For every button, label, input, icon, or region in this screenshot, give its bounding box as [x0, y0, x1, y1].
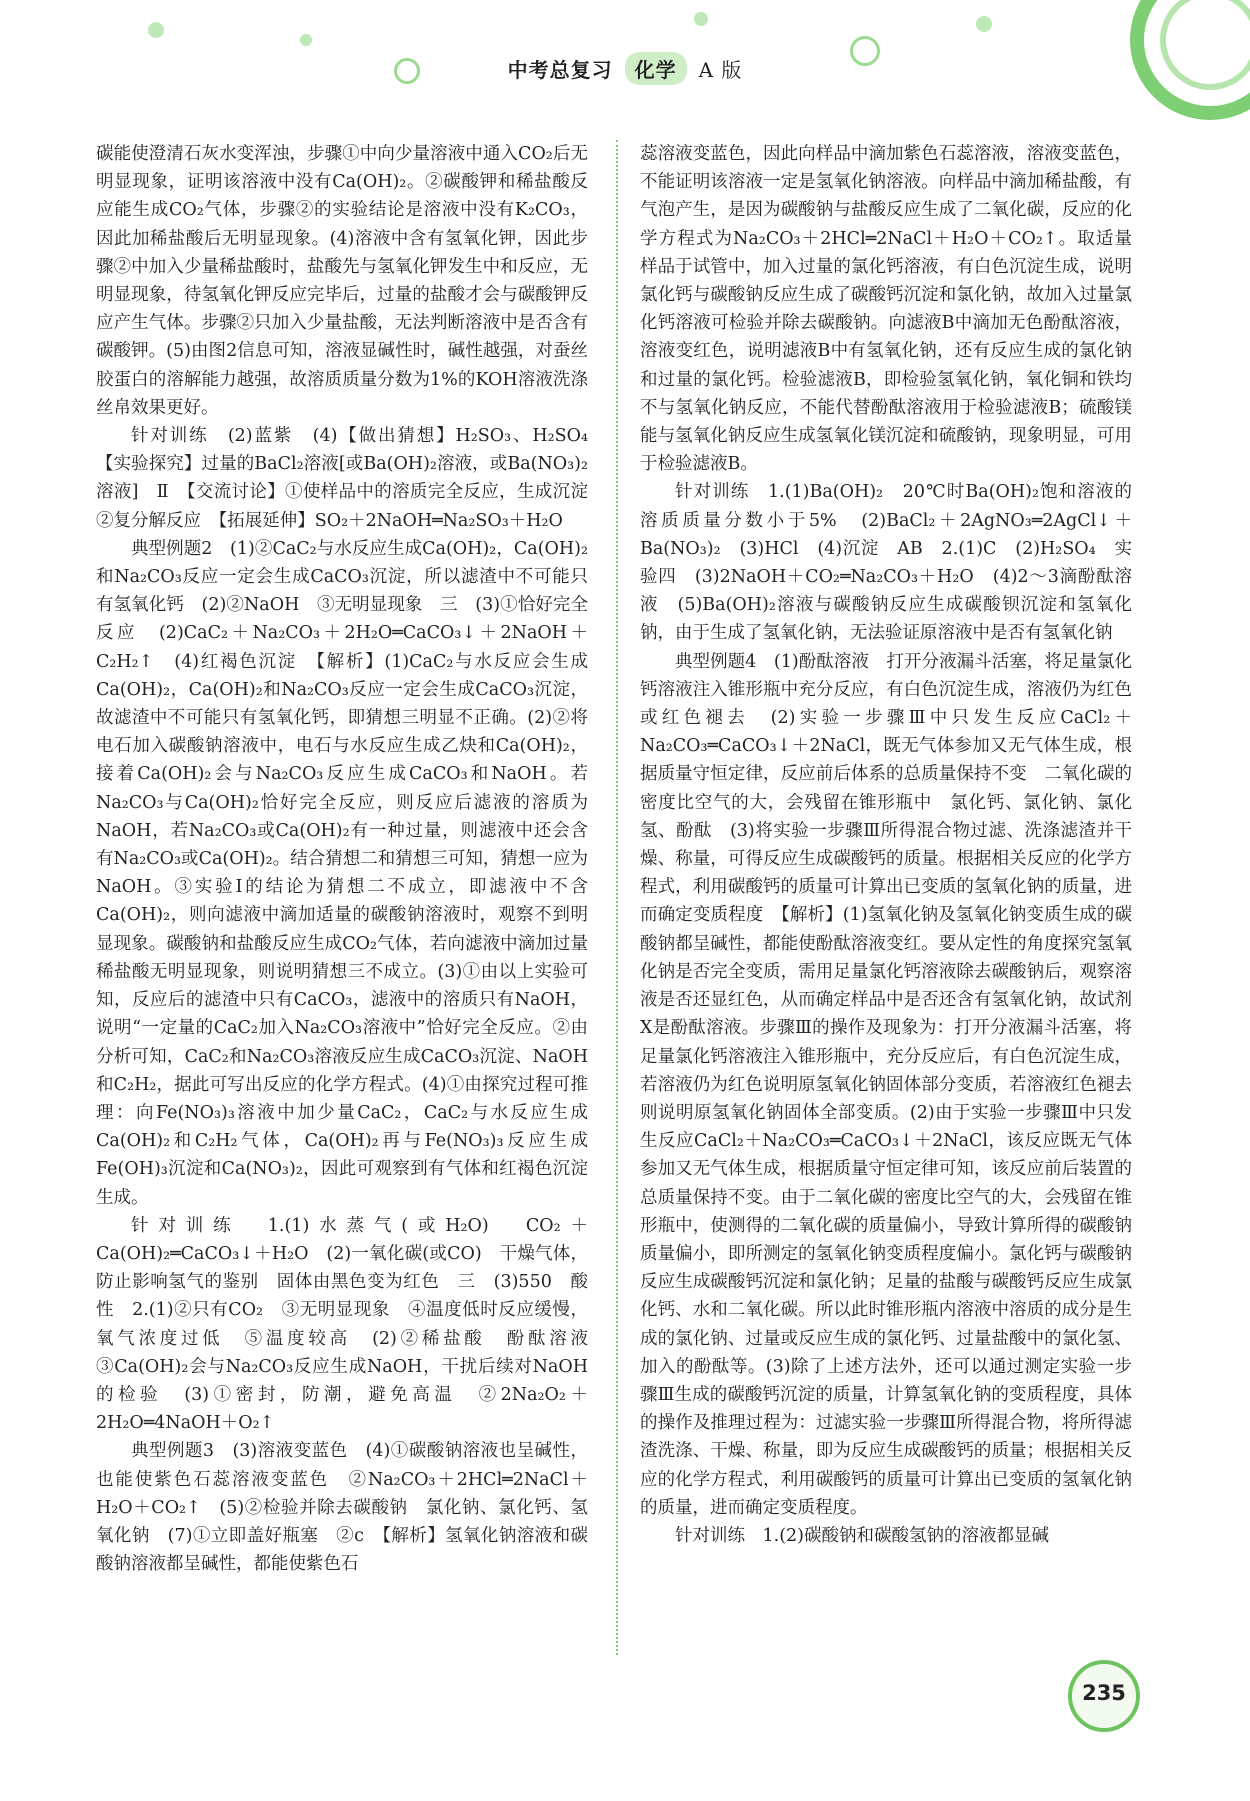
column-divider — [616, 140, 618, 1655]
decor-dot — [148, 22, 164, 38]
decor-dot — [694, 12, 708, 26]
page-number: 235 — [1068, 1660, 1140, 1732]
decor-dot — [976, 16, 992, 32]
page-header — [0, 0, 1250, 120]
header-title — [0, 52, 1250, 85]
subject-badge: 化学 — [625, 52, 687, 85]
left-column — [96, 140, 606, 1578]
paragraph: 典型例题2 (1)②CaC₂与水反应生成Ca(OH)₂，Ca(OH)₂和Na₂CO₃反应一定会生成CaCO₃沉淀，所以滤渣中不可能只有氢氧化钙 (2)②NaOH ③无明显现象 三 (3)①恰好完全反应 (2)CaC₂＋Na₂CO₃＋2H₂O═CaCO₃↓＋2NaOH＋C₂H₂↑ (4)红褐色沉淀 【解析】(1)CaC₂与水反应会生成Ca(OH)₂，Ca(OH)₂和Na₂CO₃反应一定会生成CaCO₃沉淀，故滤渣中不可能只有氢氧化钙，即猜想三明显不正确。(2)②将电石加入碳酸钠溶液中，电石与水反应生成乙炔和Ca(OH)₂，接着Ca(OH)₂会与Na₂CO₃反应生成CaCO₃和NaOH。若Na₂CO₃与Ca(OH)₂恰好完全反应，则反应后滤液的溶质为NaOH，若Na₂CO₃或Ca(OH)₂有一种过量，则滤液中还会含有Na₂CO₃或Ca(OH)₂。结合猜想二和猜想三可知，猜想一应为NaOH。③实验Ⅰ的结论为猜想二不成立，即滤液中不含Ca(OH)₂，则向滤液中滴加适量的碳酸钠溶液时，观察不到明显现象。碳酸钠和盐酸反应生成CO₂气体，若向滤液中滴加过量稀盐酸无明显现象，则说明猜想三不成立。(3)①由以上实验可知，反应后的滤渣中只有CaCO₃，滤液中的溶质只有NaOH，说明“一定量的CaC₂加入Na₂CO₃溶液中”恰好完全反应。②由分析可知，CaC₂和Na₂CO₃溶液反应生成CaCO₃沉淀、NaOH和C₂H₂，据此可写出反应的化学方程式。(4)①由探究过程可推理：向Fe(NO₃)₃溶液中加少量CaC₂，CaC₂与水反应生成Ca(OH)₂和C₂H₂气体，Ca(OH)₂再与Fe(NO₃)₃反应生成Fe(OH)₃沉淀和Ca(NO₃)₂，因此可观察到有气体和红褐色沉淀生成。 — [96, 538, 588, 1208]
paragraph: 针对训练 1.(1)水蒸气(或H₂O) CO₂＋Ca(OH)₂═CaCO₃↓＋H₂O (2)一氧化碳(或CO) 干燥气体，防止影响氢气的鉴别 固体由黑色变为红色 三 (3)550 酸性 2.(1)②只有CO₂ ③无明显现象 ④温度低时反应缓慢，氧气浓度过低 ⑤温度较高 (2)②稀盐酸 酚酞溶液 ③Ca(OH)₂会与Na₂CO₃反应生成NaOH，干扰后续对NaOH的检验 (3)①密封，防潮，避免高温 ②2Na₂O₂＋2H₂O═4NaOH＋O₂↑ — [96, 1215, 606, 1434]
paragraph: 针对训练 1.(2)碳酸钠和碳酸氢钠的溶液都显碱 — [675, 1525, 1049, 1546]
paragraph: 针对训练 1.(1)Ba(OH)₂ 20℃时Ba(OH)₂饱和溶液的溶质质量分数小于5% (2)BaCl₂＋2AgNO₃═2AgCl↓＋Ba(NO₃)₂ (3)HCl (4)沉淀 AB 2.(1)C (2)H₂SO₄ 实验四 (3)2NaOH＋CO₂═Na₂CO₃＋H₂O (4)2～3滴酚酞溶液 (5)Ba(OH)₂溶液与碳酸钠反应生成碳酸钡沉淀和氢氧化钠，由于生成了氢氧化钠，无法验证原溶液中是否有氢氧化钠 — [640, 482, 1132, 644]
paragraph: 碳能使澄清石灰水变浑浊，步骤①中向少量溶液中通入CO₂后无明显现象，证明该溶液中没有Ca(OH)₂。②碳酸钾和稀盐酸反应能生成CO₂气体，步骤②的实验结论是溶液中没有K₂CO₃，因此加稀盐酸后无明显现象。(4)溶液中含有氢氧化钾，因此步骤②中加入少量稀盐酸时，盐酸先与氢氧化钾发生中和反应，无明显现象，待氢氧化钾反应完毕后，过量的盐酸才会与碳酸钾反应产生气体。步骤②只加入少量盐酸，无法判断溶液中是否含有碳酸钾。(5)由图2信息可知，溶液显碱性时，碱性越强，对蚕丝胶蛋白的溶解能力越强，故溶质质量分数为1%的KOH溶液洗涤丝帛效果更好。 — [96, 144, 588, 418]
decor-dot — [300, 34, 312, 46]
paragraph: 蕊溶液变蓝色，因此向样品中滴加紫色石蕊溶液，溶液变蓝色，不能证明该溶液一定是氢氧化钠溶液。向样品中滴加稀盐酸，有气泡产生，是因为碳酸钠与盐酸反应生成了二氧化碳，反应的化学方程式为Na₂CO₃＋2HCl═2NaCl＋H₂O＋CO₂↑。取适量样品于试管中，加入过量的氯化钙溶液，有白色沉淀生成，说明氯化钙与碳酸钠反应生成了碳酸钙沉淀和氯化钠，故加入过量氯化钙溶液可检验并除去碳酸钠。向滤液B中滴加无色酚酞溶液，溶液变红色，说明滤液B中有氢氧化钠，还有反应生成的氯化钠和过量的氯化钙。检验滤液B，即检验氢氧化钠，氧化铜和铁均不与氢氧化钠反应，不能代替酚酞溶液用于检验滤液B；硫酸镁能与氢氧化钠反应生成氢氧化镁沉淀和硫酸钠，现象明显，可用于检验滤液B。 — [640, 144, 1132, 475]
right-column — [640, 140, 1132, 1550]
book-title: 中考总复习 — [507, 58, 613, 82]
version-label: A 版 — [698, 58, 743, 82]
paragraph: 典型例题3 (3)溶液变蓝色 (4)①碳酸钠溶液也呈碱性，也能使紫色石蕊溶液变蓝色 ②Na₂CO₃＋2HCl═2NaCl＋H₂O＋CO₂↑ (5)②检验并除去碳酸钠 氯化钠、氯化钙、氢氧化钠 (7)①立即盖好瓶塞 ②c 【解析】氢氧化钠溶液和碳酸钠溶液都呈碱性，都能使紫色石 — [96, 1441, 588, 1575]
paragraph: 针对训练 (2)蓝紫 (4)【做出猜想】H₂SO₃、H₂SO₄ 【实验探究】过量的BaCl₂溶液[或Ba(OH)₂溶液，或Ba(NO₃)₂溶液] Ⅱ 【交流讨论】①使样品中的溶质完全反应，生成沉淀 ②复分解反应 【拓展延伸】SO₂＋2NaOH═Na₂SO₃＋H₂O — [96, 426, 606, 531]
paragraph: 典型例题4 (1)酚酞溶液 打开分液漏斗活塞，将足量氯化钙溶液注入锥形瓶中充分反应，有白色沉淀生成，溶液仍为红色或红色褪去 (2)实验一步骤Ⅲ中只发生反应CaCl₂＋Na₂CO₃═CaCO₃↓＋2NaCl，既无气体参加又无气体生成，根据质量守恒定律，反应前后体系的总质量保持不变 二氧化碳的密度比空气的大，会残留在锥形瓶中 氯化钙、氯化钠、氯化氢、酚酞 (3)将实验一步骤Ⅲ所得混合物过滤、洗涤滤渣并干燥、称量，可得反应生成碳酸钙的质量。根据相关反应的化学方程式，利用碳酸钙的质量可计算出已变质的氢氧化钠的质量，进而确定变质程度 【解析】(1)氢氧化钠及氢氧化钠变质生成的碳酸钠都呈碱性，都能使酚酞溶液变红。要从定性的角度探究氢氧化钠是否完全变质，需用足量氯化钙溶液除去碳酸钠后，观察溶液是否还显红色，从而确定样品中是否还含有氢氧化钠，故试剂X是酚酞溶液。步骤Ⅲ的操作及现象为：打开分液漏斗活塞，将足量氯化钙溶液注入锥形瓶中，充分反应后，有白色沉淀生成，若溶液仍为红色说明原氢氧化钠固体部分变质，若溶液红色褪去则说明原氢氧化钠固体全部变质。(2)由于实验一步骤Ⅲ中只发生反应CaCl₂＋Na₂CO₃═CaCO₃↓＋2NaCl，该反应既无气体参加又无气体生成，根据质量守恒定律可知，该反应前后装置的总质量保持不变。由于二氧化碳的密度比空气的大，会残留在锥形瓶中，使测得的二氧化碳的质量偏小，导致计算所得的碳酸钠质量偏小，即所测定的氢氧化钠变质程度偏小。氯化钙与碳酸钠反应生成碳酸钙沉淀和氯化钠；足量的盐酸与碳酸钙反应生成氯化钙、水和二氧化碳。所以此时锥形瓶内溶液中溶质的成分是生成的氯化钠、过量或反应生成的氯化钙、过量盐酸中的氯化氢、加入的酚酞等。(3)除了上述方法外，还可以通过测定实验一步骤Ⅲ生成的碳酸钙沉淀的质量，计算氢氧化钠的变质程度，具体的操作及推理过程为：过滤实验一步骤Ⅲ所得混合物，将所得滤渣洗涤、干燥、称量，即为反应生成碳酸钙的质量；根据相关反应的化学方程式，利用碳酸钙的质量可计算出已变质的氢氧化钠的质量，进而确定变质程度。 — [640, 651, 1132, 1518]
